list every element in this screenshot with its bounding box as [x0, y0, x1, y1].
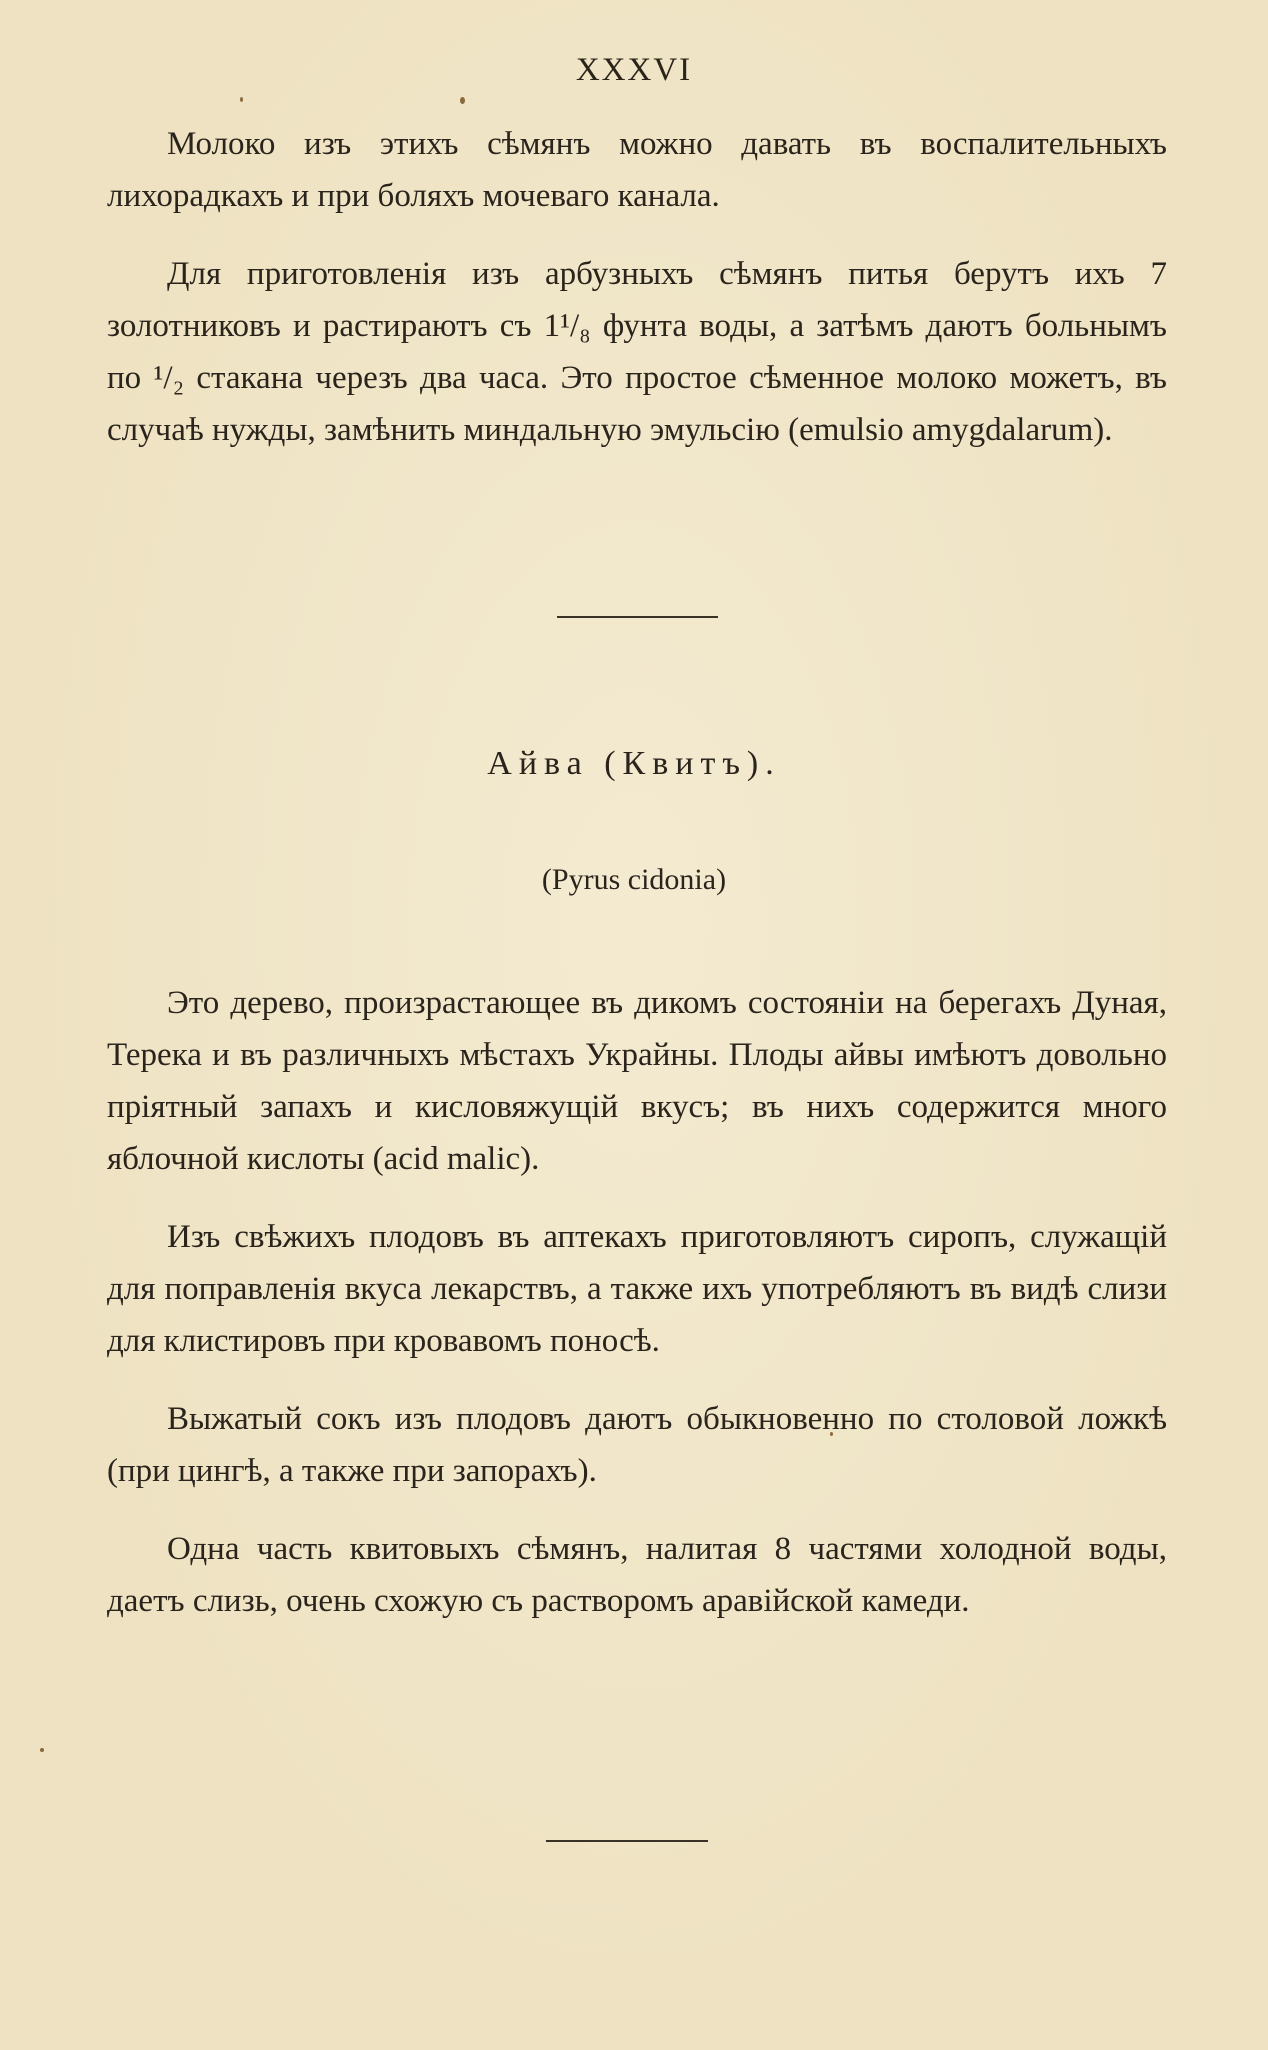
top-text-block	[107, 118, 1167, 456]
paper-speck	[40, 1748, 44, 1752]
paper-speck	[460, 97, 465, 104]
end-divider	[546, 1840, 708, 1842]
paragraph-watermelon-seeds: Для приготовленія изъ арбузныхъ сѣмянъ питья берутъ ихъ 7 золотниковъ и растираютъ съ 1¹/₈ фунта воды, а затѣмъ даютъ больнымъ по ¹/₂ стакана черезъ два часа. Это простое сѣменное молоко можетъ, въ случаѣ нужды, замѣнить миндальную эмульсію (emulsio amygdalarum).	[107, 256, 1167, 448]
paper-speck	[240, 97, 243, 102]
latin-name: (Pyrus cidonia)	[541, 863, 727, 896]
page-number: XXXVI	[575, 52, 693, 88]
bottom-text-block	[107, 977, 1167, 1627]
section-title: Айва (Квитъ).	[487, 745, 781, 782]
paragraph-quince-description: Это дерево, произрастающее въ дикомъ состояніи на берегахъ Дуная, Терека и въ различныхъ мѣстахъ Украйны. Плоды айвы имѣютъ довольно пріятный запахъ и кисловяжущій вкусъ; въ нихъ содержится много яблочной кислоты (acid malic).	[107, 985, 1167, 1177]
paragraph-syrup: Изъ свѣжихъ плодовъ въ аптекахъ приготовляютъ сиропъ, служащій для поправленія вкуса лекарствъ, а также ихъ употребляютъ въ видѣ слизи для клистировъ при кровавомъ поносѣ.	[107, 1219, 1167, 1359]
paragraph-seed-mucilage: Одна часть квитовыхъ сѣмянъ, налитая 8 частями холодной воды, даетъ слизь, очень схожую съ растворомъ аравійской камеди.	[107, 1531, 1167, 1619]
paragraph-juice: Выжатый сокъ изъ плодовъ даютъ обыкновенно по столовой ложкѣ (при цингѣ, а также при запорахъ).	[107, 1401, 1167, 1489]
section-divider	[557, 616, 718, 618]
paragraph-seed-milk: Молоко изъ этихъ сѣмянъ можно давать въ воспалительныхъ лихорадкахъ и при боляхъ мочеваго канала.	[107, 126, 1167, 214]
